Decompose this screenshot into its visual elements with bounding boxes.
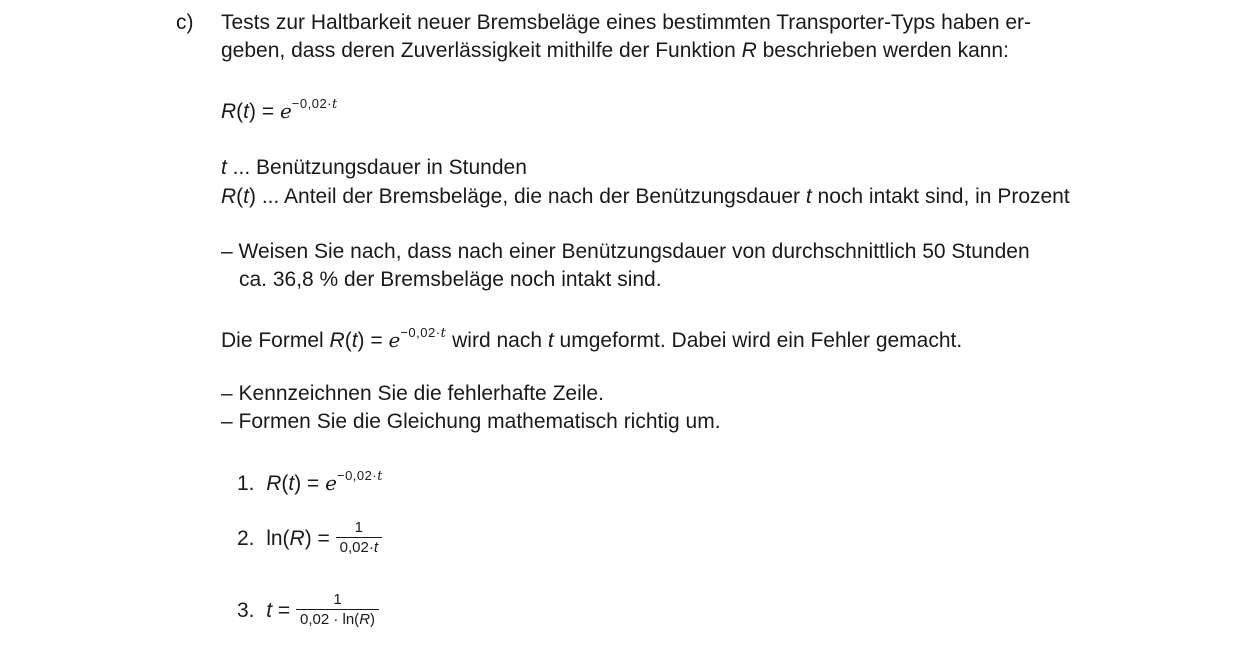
definition-R-close: ) [249, 185, 257, 208]
formula-exponent-var: t [332, 97, 338, 112]
statement-t: t [351, 329, 358, 352]
step-3-den-pre: 0,02 · ln( [299, 611, 360, 628]
intro-line-1: Tests zur Haltbarkeit neuer Bremsbeläge eines bestimmten Transporter-Typs haben er- [221, 11, 1032, 34]
reliability-formula [221, 97, 338, 122]
definition-R-text-pre: ... Anteil der Bremsbeläge, die nach der Benützungsdauer [256, 185, 806, 208]
statement-open: ( [344, 329, 352, 352]
formula-R: R [221, 100, 237, 123]
definition-R-text-post: noch intakt sind, in Prozent [811, 185, 1070, 208]
task-3: – Formen Sie die Gleichung mathematisch richtig um. [221, 410, 721, 433]
step-1-number: 1. [237, 472, 255, 495]
step-3-den-var: R [359, 611, 371, 628]
formula-statement [221, 326, 962, 351]
step-2-den-var: t [373, 539, 379, 556]
statement-exponent-number: −0,02· [400, 325, 441, 340]
step-2-lhs-post: ) = [304, 527, 330, 551]
step-3-number: 3. [237, 599, 255, 623]
formula-close-paren: ) [249, 100, 257, 123]
step-2-fraction [336, 520, 382, 555]
definition-R-arg: t [243, 185, 250, 208]
step-3-den-post: ) [370, 611, 376, 628]
task-1-line-2: ca. 36,8 % der Bremsbeläge noch intakt sind. [239, 268, 662, 291]
step-1-exponent-var: t [377, 469, 383, 484]
step-1-equals: = [301, 472, 326, 495]
step-2-denominator [336, 537, 382, 555]
definition-t [221, 157, 527, 178]
function-name-R: R [741, 39, 757, 62]
definition-R-open: ( [236, 185, 244, 208]
step-3-equals: = [272, 599, 291, 623]
step-2-den-number: 0,02· [339, 539, 374, 556]
definition-R [221, 186, 1070, 207]
statement-equals: = [364, 329, 389, 352]
step-3-numerator: 1 [333, 591, 342, 608]
step-2-numerator: 1 [354, 519, 363, 536]
formula-statement-var: t [547, 329, 554, 352]
definition-t-var: t [221, 156, 227, 179]
step-1-close: ) [294, 472, 302, 495]
intro-line-2-pre: geben, dass deren Zuverlässigkeit mithilfe der Funktion [221, 39, 742, 62]
step-1-R: R [266, 472, 282, 495]
formula-statement-post: umgeformt. Dabei wird ein Fehler gemacht. [553, 329, 963, 352]
statement-R: R [329, 329, 345, 352]
definition-t-text: ... Benützungsdauer in Stunden [226, 156, 527, 179]
step-1-base-e: e [325, 471, 337, 495]
statement-exponent [400, 325, 446, 340]
statement-close: ) [357, 329, 365, 352]
statement-exponent-var: t [440, 326, 447, 341]
step-1-open: ( [281, 472, 289, 495]
task-part-label: c) [176, 11, 194, 34]
step-3-denominator [296, 609, 379, 627]
step-1-t: t [288, 472, 295, 495]
definition-R-inline-t: t [805, 185, 812, 208]
formula-statement-mid: wird nach [446, 329, 548, 352]
step-1-exponent-number: −0,02· [336, 468, 378, 483]
formula-open-paren: ( [236, 100, 244, 123]
formula-exponent-number: −0,02· [291, 96, 333, 111]
step-1 [237, 469, 383, 494]
task-2: – Kennzeichnen Sie die fehlerhafte Zeile. [221, 382, 604, 405]
intro-line-2-post: beschrieben werden kann: [756, 39, 1009, 62]
step-2-lhs-pre: ln( [266, 527, 290, 551]
definition-R-var: R [221, 185, 237, 208]
formula-statement-pre: Die Formel [221, 329, 330, 352]
formula-equals: = [256, 100, 280, 123]
step-1-exponent [337, 468, 383, 483]
formula-exponent [292, 96, 338, 111]
step-3 [237, 591, 379, 629]
step-2-lhs-var: R [289, 527, 305, 551]
step-2 [237, 519, 382, 557]
step-2-number: 2. [237, 527, 255, 551]
step-3-lhs: t [266, 599, 273, 623]
statement-base-e: e [388, 328, 401, 352]
formula-t: t [243, 100, 250, 123]
task-1-line-1: – Weisen Sie nach, dass nach einer Benützungsdauer von durchschnittlich 50 Stunden [221, 240, 1030, 263]
step-3-fraction [296, 592, 379, 627]
formula-base-e: e [279, 99, 292, 123]
intro-line-2 [221, 40, 1009, 61]
